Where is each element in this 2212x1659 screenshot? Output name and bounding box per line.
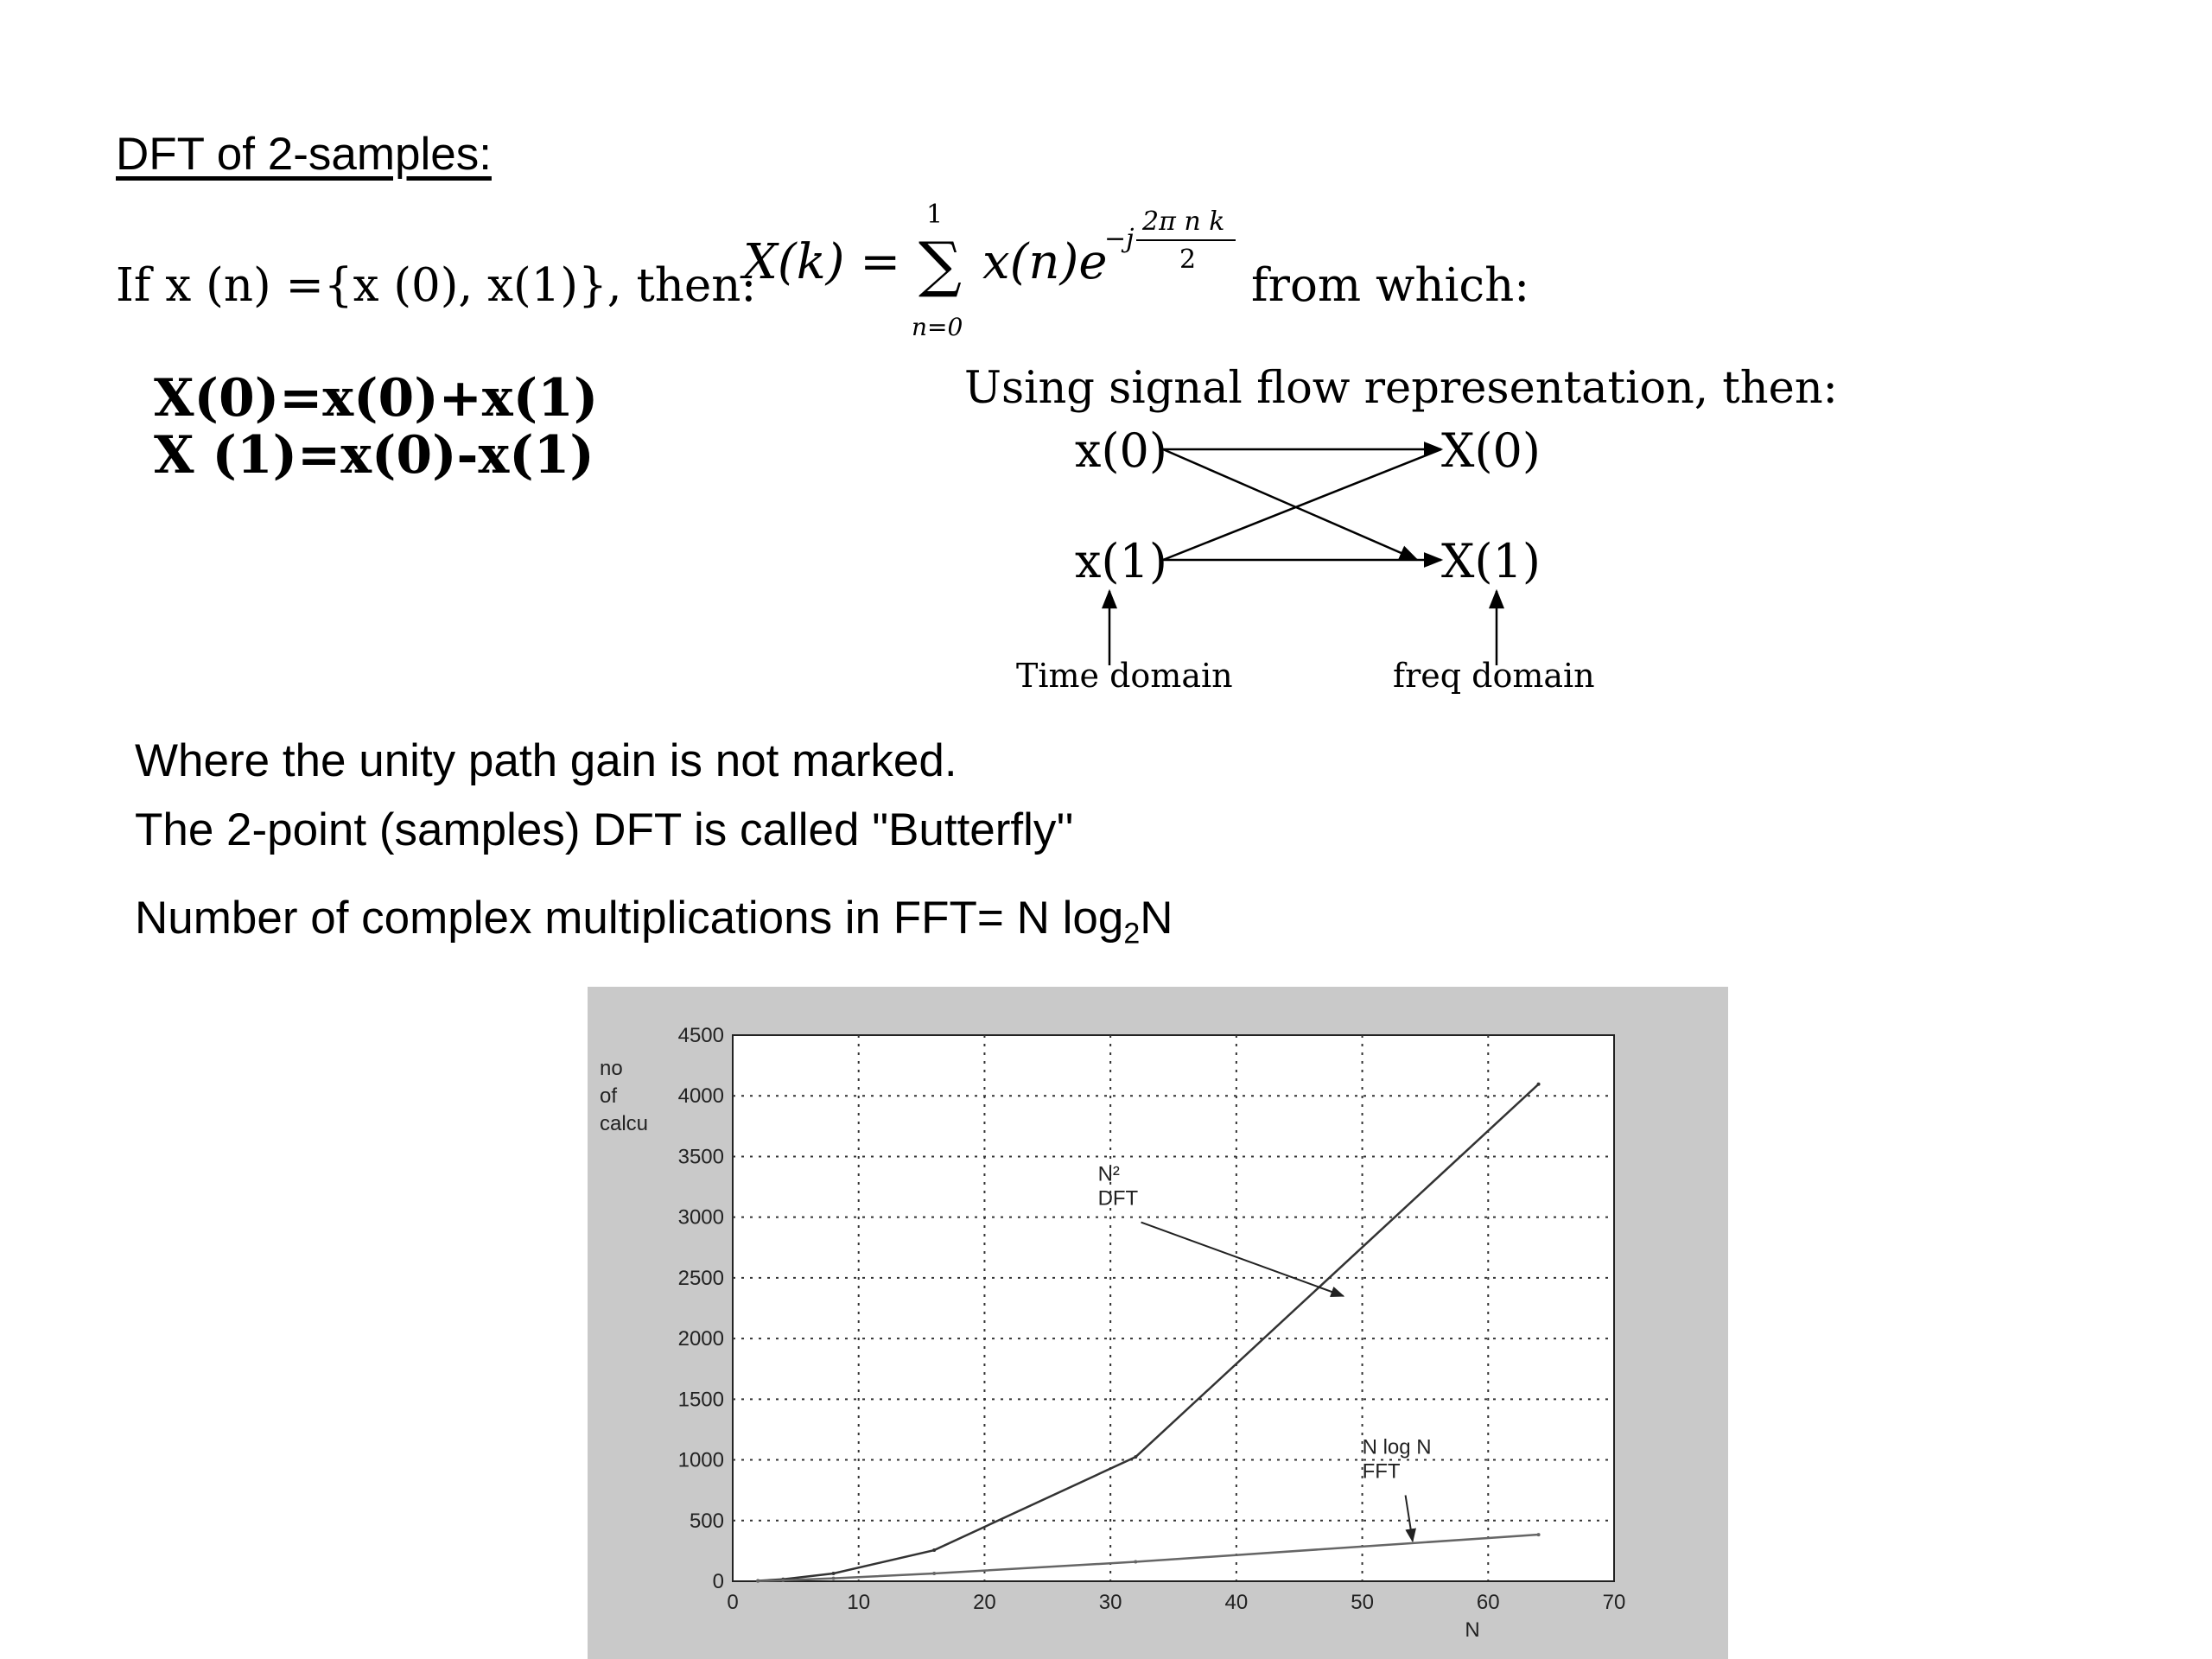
if-statement: If x (n) ={x (0), x(1)}, then: (116, 259, 757, 312)
chart-svg (588, 987, 1728, 1659)
mult-prefix: Number of complex multiplications in FFT= N log (135, 893, 1124, 944)
y-tick-label: 4000 (677, 1084, 724, 1109)
formula-exponent-sign: −j (1104, 224, 1135, 254)
annotation-label: FFT (1362, 1459, 1401, 1484)
data-point (781, 1579, 785, 1582)
annotation-label: N² (1097, 1162, 1120, 1186)
from-which-text: from which: (1251, 259, 1530, 312)
x-tick-label: 0 (727, 1591, 739, 1614)
data-point (756, 1580, 760, 1583)
output-node-X1: X(1) (1441, 534, 1541, 588)
branch-x0-to-X1 (1163, 449, 1417, 560)
y-tick-label: 3000 (677, 1205, 724, 1230)
formula-sum-upper: 1 (926, 200, 944, 230)
freq-domain-label: freq domain (1393, 657, 1595, 695)
y-tick-label: 500 (689, 1509, 724, 1533)
x-axis-label: N (1465, 1618, 1480, 1642)
data-point (1537, 1083, 1541, 1086)
complexity-chart (588, 987, 1728, 1659)
formula-sigma: ∑ (918, 229, 962, 300)
butterfly-diagram (0, 0, 2212, 734)
y-axis-label: of (600, 1084, 618, 1108)
y-tick-label: 1000 (677, 1448, 724, 1472)
x-tick-label: 10 (847, 1591, 871, 1614)
branch-x1-to-X0 (1163, 449, 1441, 560)
x-tick-label: 40 (1224, 1591, 1249, 1614)
y-axis-label: no (600, 1057, 623, 1080)
mult-suffix: N (1140, 893, 1173, 944)
data-point (932, 1572, 936, 1575)
annotation-label: DFT (1097, 1186, 1139, 1211)
data-point (832, 1577, 836, 1580)
annotation-label: N log N (1362, 1435, 1432, 1459)
x-tick-label: 30 (1098, 1591, 1122, 1614)
time-domain-label: Time domain (1016, 657, 1233, 695)
y-tick-label: 3500 (677, 1145, 724, 1169)
input-node-x0: x(0) (1075, 423, 1167, 478)
note-unity-gain: Where the unity path gain is not marked. (135, 735, 957, 786)
y-axis-label: calcu (600, 1112, 649, 1135)
x-tick-label: 20 (973, 1591, 996, 1614)
x-tick-label: 50 (1351, 1591, 1374, 1614)
y-tick-label: 2500 (677, 1266, 724, 1290)
output-node-X0: X(0) (1441, 423, 1541, 478)
x-tick-label: 70 (1602, 1591, 1626, 1614)
page-heading: DFT of 2-samples: (116, 129, 492, 180)
equation-x1: X (1)=x(0)-x(1) (154, 425, 594, 486)
data-point (932, 1548, 936, 1552)
data-point (832, 1572, 836, 1575)
data-point (1134, 1560, 1137, 1564)
y-tick-label: 2000 (677, 1327, 724, 1351)
data-point (1134, 1455, 1137, 1459)
plot-area (733, 1035, 1614, 1581)
note-butterfly: The 2-point (samples) DFT is called "Butterfly'' (135, 804, 1074, 855)
y-tick-label: 0 (712, 1570, 724, 1593)
input-node-x1: x(1) (1075, 534, 1167, 588)
formula-sum-lower: n=0 (912, 313, 963, 341)
fft-multiplications-text (135, 892, 1173, 951)
y-tick-label: 1500 (677, 1388, 724, 1412)
formula-exponent-numerator: 2π n k (1142, 207, 1225, 237)
mult-subscript: 2 (1123, 917, 1141, 950)
equation-x0: X(0)=x(0)+x(1) (154, 368, 599, 429)
formula-exponent-denominator: 2 (1179, 245, 1197, 275)
data-point (1537, 1533, 1541, 1536)
y-tick-label: 4500 (677, 1024, 724, 1047)
formula-lhs: X(k) = (743, 234, 901, 290)
formula-term: x(n)e (982, 234, 1108, 290)
signal-flow-title: Using signal flow representation, then: (964, 363, 1838, 414)
x-tick-label: 60 (1476, 1591, 1500, 1614)
